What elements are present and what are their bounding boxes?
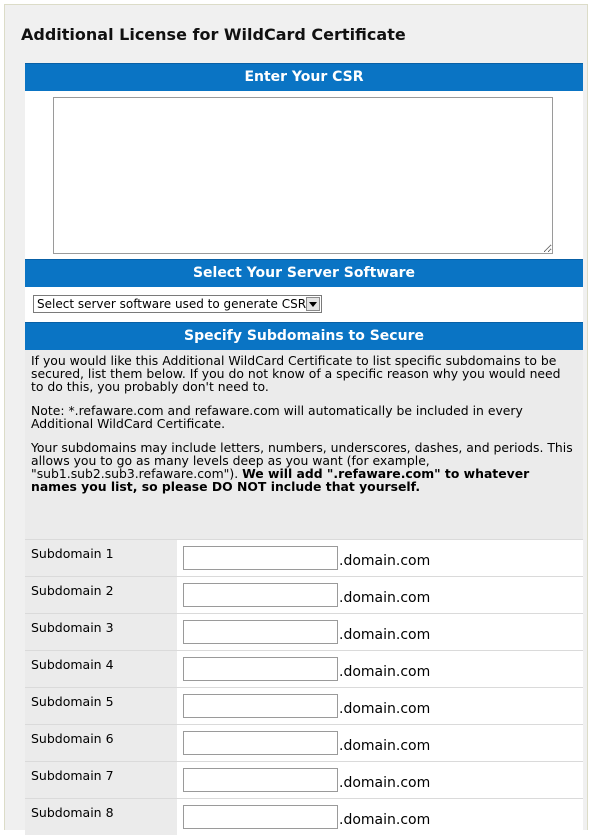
domain-suffix: .domain.com [339,590,431,606]
subdomain-label: Subdomain 6 [25,725,177,761]
subdomain-input[interactable] [183,546,338,570]
server-software-selected: Select server software used to generate CSR [37,297,307,311]
subdomain-input[interactable] [183,768,338,792]
page-panel [4,4,588,830]
subdomain-input[interactable] [183,620,338,644]
subdomain-input[interactable] [183,657,338,681]
subdomains-rules-warning: We will add ".refaware.com" to whatever names you list, so please DO NOT include that yourself. [31,466,530,494]
subdomain-input[interactable] [183,805,338,829]
dropdown-arrow-icon[interactable] [306,297,320,311]
subdomain-cell [177,540,583,576]
server-software-section-header: Select Your Server Software [25,259,583,287]
subdomain-row [25,688,583,725]
csr-section-header: Enter Your CSR [25,63,583,91]
subdomain-row [25,651,583,688]
subdomain-input[interactable] [183,731,338,755]
subdomains-rules-text: Your subdomains may include letters, numbers, underscores, dashes, and periods. This allows you to go as many levels deep as you want (for example, "sub1.sub2.sub3.refaware.com"). [31,440,573,481]
subdomain-label: Subdomain 4 [25,651,177,687]
subdomain-label: Subdomain 3 [25,614,177,650]
domain-suffix: .domain.com [339,701,431,717]
subdomain-input[interactable] [183,694,338,718]
subdomain-input[interactable] [183,583,338,607]
csr-area [25,91,583,259]
server-software-area [25,287,583,322]
server-software-select[interactable] [33,295,322,313]
subdomains-note: Note: *.refaware.com and refaware.com will automatically be included in every Additional WildCard Certificate. [31,403,523,431]
certificate-form [25,63,583,835]
subdomains-intro: If you would like this Additional WildCard Certificate to list specific subdomains to be secured, list them below. If you do not know of a specific reason why you would need to do this, you probably don't need to. [31,353,561,394]
domain-suffix: .domain.com [339,627,431,643]
csr-textarea[interactable] [53,97,553,254]
subdomain-row [25,577,583,614]
domain-suffix: .domain.com [339,553,431,569]
domain-suffix: .domain.com [339,664,431,680]
page-title: Additional License for WildCard Certificate [21,25,406,44]
subdomain-cell [177,614,583,650]
domain-suffix: .domain.com [339,775,431,791]
subdomains-section-header: Specify Subdomains to Secure [25,322,583,350]
subdomain-row [25,725,583,762]
domain-suffix: .domain.com [339,812,431,828]
subdomain-label: Subdomain 8 [25,799,177,835]
subdomain-cell [177,577,583,613]
subdomain-cell [177,762,583,798]
subdomains-rules [31,441,576,493]
subdomain-row [25,540,583,577]
subdomains-info [25,350,583,539]
subdomain-label: Subdomain 7 [25,762,177,798]
subdomain-cell [177,725,583,761]
subdomain-row [25,762,583,799]
subdomain-label: Subdomain 5 [25,688,177,724]
subdomain-label: Subdomain 1 [25,540,177,576]
subdomain-cell [177,651,583,687]
subdomain-label: Subdomain 2 [25,577,177,613]
subdomain-cell [177,688,583,724]
subdomain-rows [25,539,583,835]
domain-suffix: .domain.com [339,738,431,754]
subdomain-row [25,614,583,651]
